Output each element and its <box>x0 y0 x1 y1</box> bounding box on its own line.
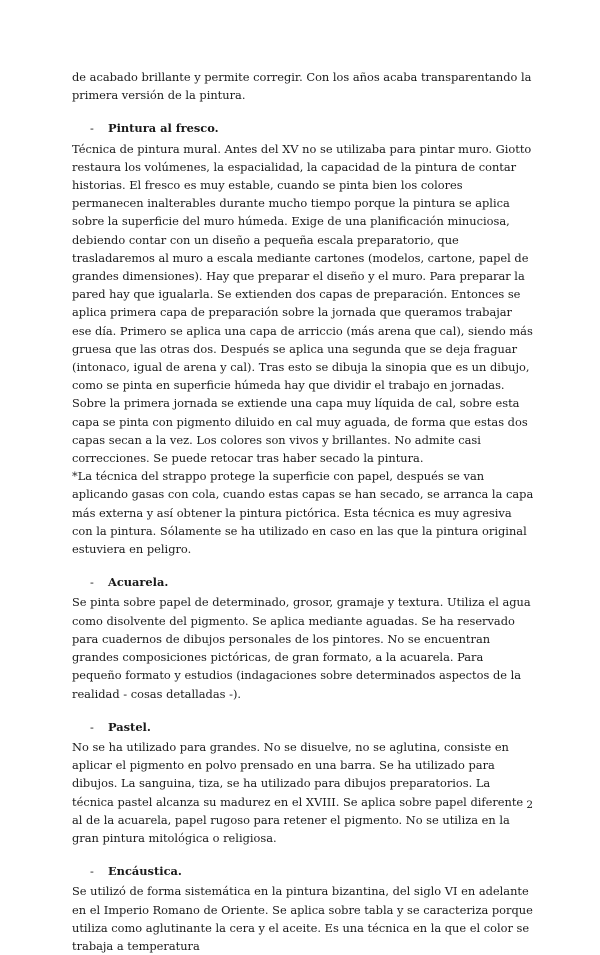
list-dash: - <box>90 575 94 590</box>
section-pintura-al-fresco <box>72 119 534 558</box>
section-heading <box>72 862 534 880</box>
intro-paragraph: de acabado brillante y permite corregir. Con los años acaba transparentando la primera versión de la pintura. <box>72 70 532 103</box>
page-number: 2 <box>526 799 533 811</box>
section-pastel <box>72 718 534 847</box>
section-title: Pastel. <box>108 719 151 734</box>
page-body <box>72 68 534 955</box>
section-heading <box>72 573 534 591</box>
section-paragraph: Se utilizó de forma sistemática en la pintura bizantina, del siglo VI en adelante en el Imperio Romano de Oriente. Se aplica sobre tabla y se caracteriza porque utiliza como aglutinante la cera y el aceite. Es una técnica en la que el color se trabaja a temperatura <box>72 884 533 953</box>
section-title: Acuarela. <box>108 575 169 590</box>
list-dash: - <box>90 864 94 879</box>
section-title: Pintura al fresco. <box>108 121 219 136</box>
section-title: Encáustica. <box>108 864 182 879</box>
section-heading <box>72 718 534 736</box>
section-paragraph: No se ha utilizado para grandes. No se disuelve, no se aglutina, consiste en aplicar el pigmento en polvo prensado en una barra. Se ha utilizado para dibujos. La sanguina, tiza, se ha utilizado para dibujos preparatorios. La técnica pastel alcanza su madurez en el XVIII. Se aplica sobre papel diferente al de la acuarela, papel rugoso para retener el pigmento. No se utiliza en la gran pintura mitológica o religiosa. <box>72 739 524 845</box>
section-encaustica <box>72 862 534 955</box>
list-dash: - <box>90 121 94 136</box>
section-paragraph: Se pinta sobre papel de determinado, grosor, gramaje y textura. Utiliza el agua como disolvente del pigmento. Se aplica mediante aguadas. Se ha reservado para cuadernos de dibujos personales de los pintores. No se encuentran grandes composiciones pictóricas, de gran formato, a la acuarela. Para pequeño formato y estudios (indagaciones sobre determinados aspectos de la realidad - cosas detalladas -). <box>72 595 531 701</box>
list-dash: - <box>90 719 94 734</box>
section-heading <box>72 119 534 137</box>
section-paragraph: Técnica de pintura mural. Antes del XV no se utilizaba para pintar muro. Giotto restaura los volúmenes, la espacialidad, la capacidad de la pintura de contar historias. El fresco es muy estable, cuando se pinta bien los colores permanecen inalterables durante mucho tiempo porque la pintura se aplica sobre la superficie del muro húmeda. Exige de una planificación minuciosa, debiendo contar con un diseño a pequeña escala preparatorio, que trasladaremos al muro a escala mediante cartones (modelos, cartone, papel de grandes dimensiones). Hay que preparar el diseño y el muro. Para preparar la pared hay que igualarla. Se extienden dos capas de preparación. Entonces se aplica primera capa de preparación sobre la jornada que queramos trabajar ese día. Primero se aplica una capa de arriccio (más arena que cal), siendo más gruesa que las otras dos. Después se aplica una segunda que se deja fraguar (intonaco, igual de arena y cal). Tras esto se dibuja la sinopia que es un dibujo, como se pinta en superficie húmeda hay que dividir el trabajo en jornadas. Sobre la primera jornada se extiende una capa muy líquida de cal, sobre esta capa se pinta con pigmento diluido en cal muy aguada, de forma que estas dos capas secan a la vez. Los colores son vivos y brillantes. No admite casi correcciones. Se puede retocar tras haber secado la pintura. <box>72 141 533 466</box>
section-acuarela <box>72 573 534 702</box>
section-note-paragraph: *La técnica del strappo protege la superficie con papel, después se van aplicando gasas con cola, cuando estas capas se han secado, se arranca la capa más externa y así obtener la pintura pictórica. Esta técnica es muy agresiva con la pintura. Sólamente se ha utilizado en caso en las que la pintura original estuviera en peligro. <box>72 469 534 557</box>
